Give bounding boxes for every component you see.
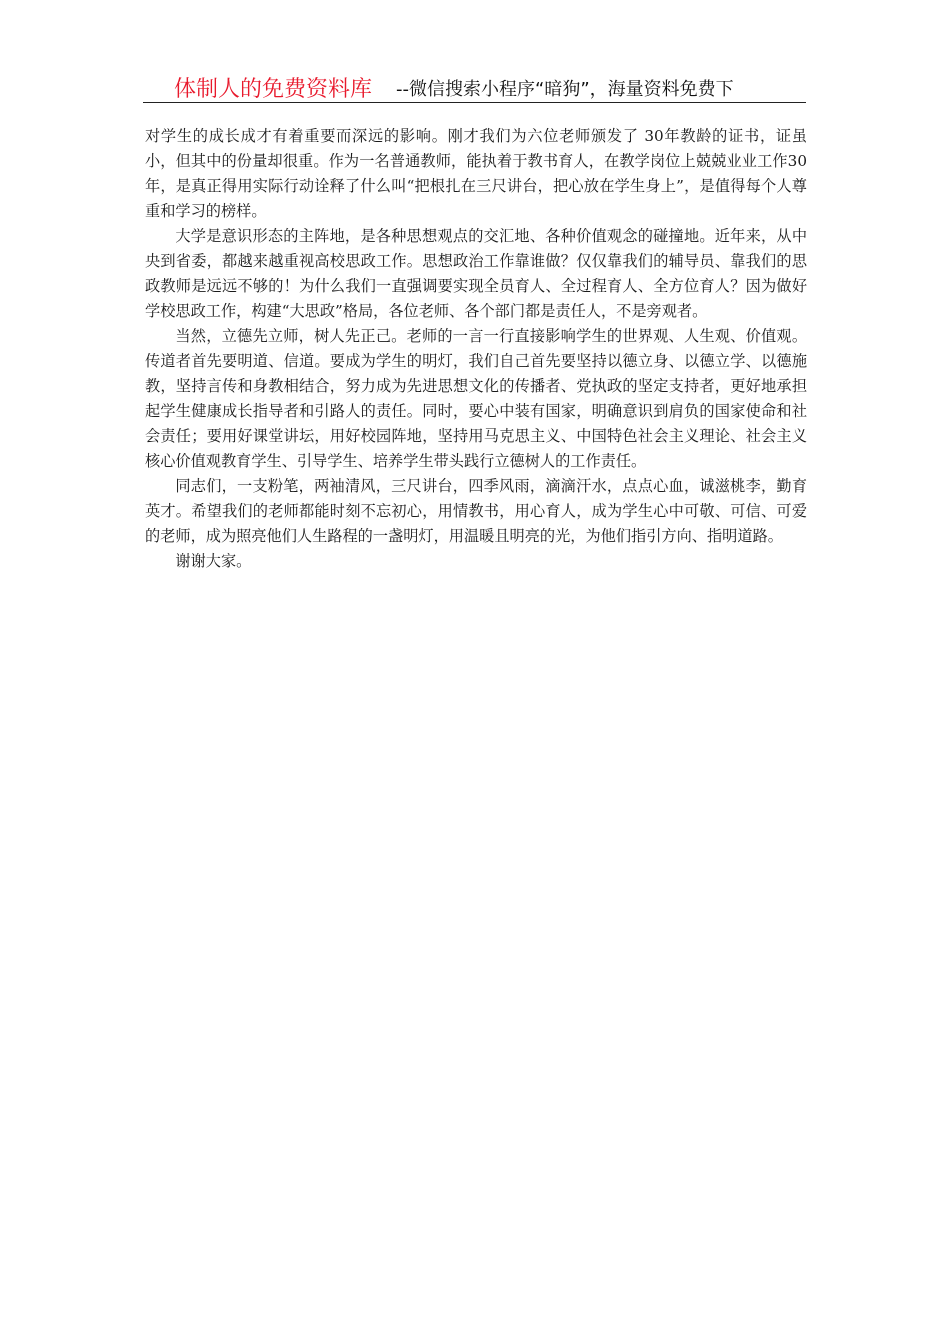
paragraph-3: 当然，立德先立师，树人先正己。老师的一言一行直接影响学生的世界观、人生观、价值观。传道者首先要明道、信道。要成为学生的明灯，我们自己首先要坚持以德立身、以德立学、以德施教，坚持言传和身教相结合，努力成为先进思想文化的传播者、党执政的坚定支持者，更好地承担起学生健康成长指导者和引路人的责任。同时，要心中装有国家，明确意识到肩负的国家使命和社会责任；要用好课堂讲坛，用好校园阵地，坚持用马克思主义、中国特色社会主义理论、社会主义核心价值观教育学生、引导学生、培养学生带头践行立德树人的工作责任。 [145,327,807,470]
paragraph-closing: 谢谢大家。 [175,552,252,570]
paragraph-1: 对学生的成长成才有着重要而深远的影响。刚才我们为六位老师颁发了 30年教龄的证书，证虽小，但其中的份量却很重。作为一名普通教师，能执着于教书育人，在教学岗位上兢兢业业工作30年，是真正得用实际行动诠释了什么叫“把根扎在三尺讲台，把心放在学生身上”，是值得每个人尊重和学习的榜样。 [145,127,807,220]
header-slogan: --微信搜索小程序“暗狗”，海量资料免费下 [396,79,734,100]
paragraph-2: 大学是意识形态的主阵地，是各种思想观点的交汇地、各种价值观念的碰撞地。近年来，从中央到省委，都越来越重视高校思政工作。思想政治工作靠谁做？仅仅靠我们的辅导员、靠我们的思政教师是远远不够的！为什么我们一直强调要实现全员育人、全过程育人、全方位育人？因为做好学校思政工作，构建“大思政”格局，各位老师、各个部门都是责任人，不是旁观者。 [145,227,807,320]
document-body [145,124,807,574]
header-brand-title: 体制人的免费资料库 [174,77,373,102]
page-header [143,70,806,103]
paragraph-4: 同志们，一支粉笔，两袖清风，三尺讲台，四季风雨，滴滴汗水，点点心血，诚滋桃李，勤育英才。希望我们的老师都能时刻不忘初心，用情教书，用心育人，成为学生心中可敬、可信、可爱的老师，成为照亮他们人生路程的一盏明灯，用温暖且明亮的光，为他们指引方向、指明道路。 [145,477,807,545]
